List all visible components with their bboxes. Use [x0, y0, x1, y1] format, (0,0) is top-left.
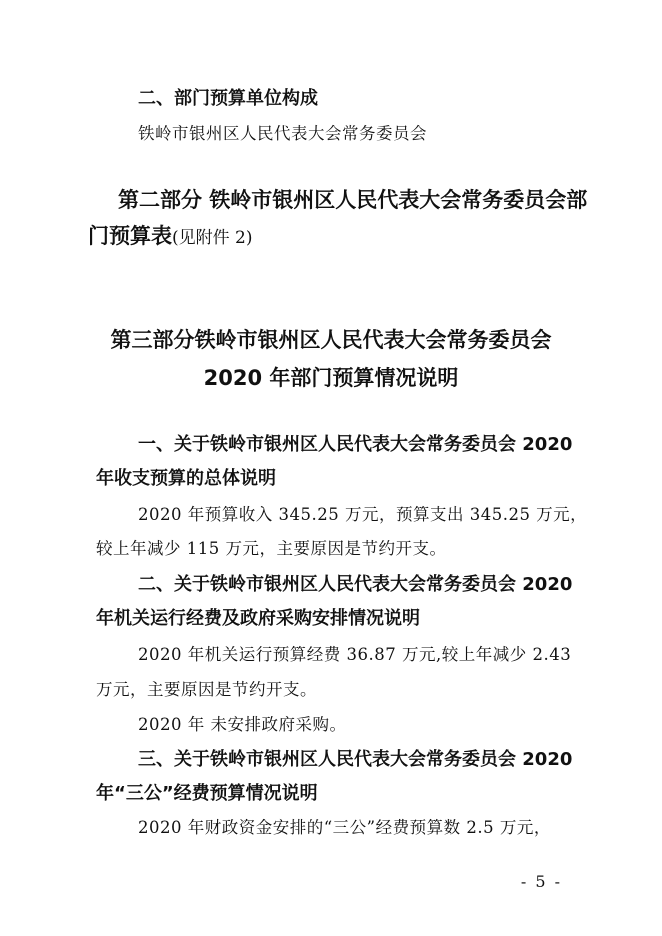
sec2-heading-line1: 二、关于铁岭市银州区人民代表大会常务委员会 2020: [138, 574, 573, 595]
unit-name-text: 铁岭市银州区人民代表大会常务委员会: [138, 124, 427, 143]
sec1-text-line2: 较上年减少 115 万元，主要原因是节约开支。: [96, 539, 447, 558]
part2-title-main: 门预算表: [88, 224, 172, 248]
sec3-text-line1: 2020 年财政资金安排的“三公”经费预算数 2.5 万元，: [138, 818, 551, 837]
part2-title-line2: [88, 226, 252, 247]
part2-title-line1: 第二部分 铁岭市银州区人民代表大会常务委员会部: [118, 188, 588, 212]
part3-title-line2: 2020 年部门预算情况说明: [203, 366, 459, 390]
part2-attachment-note: (见附件 2): [172, 228, 253, 248]
sec3-heading-line1: 三、关于铁岭市银州区人民代表大会常务委员会 2020: [138, 749, 573, 770]
sec2-heading-line2: 年机关运行经费及政府采购安排情况说明: [96, 608, 420, 629]
sec2-text-line1: 2020 年机关运行预算经费 36.87 万元,较上年减少 2.43: [138, 645, 572, 664]
sec3-heading-line2: 年“三公”经费预算情况说明: [96, 783, 318, 804]
sec2-text-line2: 万元，主要原因是节约开支。: [96, 680, 317, 699]
sec1-heading-line1: 一、关于铁岭市银州区人民代表大会常务委员会 2020: [138, 434, 573, 455]
sec1-text-line1: 2020 年预算收入 345.25 万元，预算支出 345.25 万元，: [138, 505, 588, 524]
part3-title-line1: 第三部分铁岭市银州区人民代表大会常务委员会: [110, 328, 552, 352]
sec2-text-line3: 2020 年 未安排政府采购。: [138, 715, 347, 734]
unit-composition-heading: 二、部门预算单位构成: [138, 88, 318, 109]
page-number: - 5 -: [520, 872, 562, 891]
sec1-heading-line2: 年收支预算的总体说明: [96, 468, 276, 489]
